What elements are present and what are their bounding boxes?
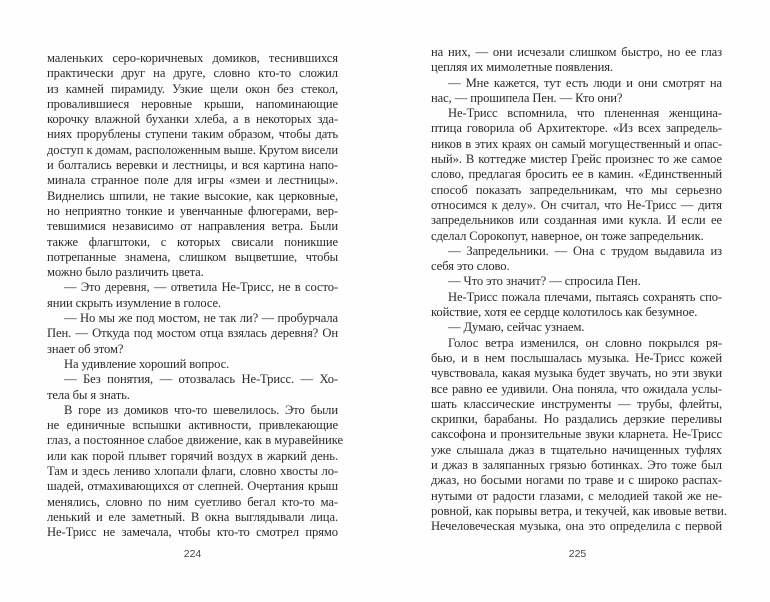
text-line: или как порой плывет горячий воздух в жаркий день. (47, 448, 338, 463)
text-line: ников в этих краях он самый могущественный и опас- (431, 136, 722, 151)
text-line: — Но мы же под мостом, не так ли? — пробурчала (64, 311, 338, 326)
text-line: — Думаю, сейчас узнаем. (448, 320, 585, 335)
text-line: минала странное поле для игры «змеи и лестницы». (47, 173, 338, 188)
text-line: провалившиеся неровные крыши, напоминающие (47, 96, 338, 111)
text-line: глаз, а постоянное слабое движение, как в муравейнике (47, 433, 344, 448)
text-line: — Мне кажется, тут есть люди и они смотрят на (448, 75, 722, 90)
right-page (385, 0, 770, 602)
text-line: менялись, словно по ним суетливо бегал кто-то ма- (47, 494, 338, 509)
text-line: Не-Трисс вспомнила, что плененная женщина- (448, 106, 722, 121)
text-line: на них, — они исчезали слишком быстро, но ее глаз (431, 45, 722, 59)
page-number-left: 224 (183, 548, 202, 560)
text-line: Там и здесь лениво хлопали флаги, словно хвосты ло- (47, 464, 338, 479)
text-line: Нечеловеческая музыка, она это определила с первой (431, 519, 722, 534)
text-line: доступ к домам, расположенным выше. Крутом висели (47, 142, 338, 157)
text-line: Не-Трисс пожала плечами, пытаясь сохранять спо- (448, 289, 722, 304)
text-line: слово, предлагая бросить ее в камин. «Единственный (431, 167, 722, 182)
text-line: — Без понятия, — отозвалась Не-Трисс. — Хо- (64, 372, 338, 387)
text-line: Не-Трисс не замечала, чтобы кто-то смотрел прямо (47, 525, 338, 540)
text-line: относимся к делу». Он считал, что Не-Трисс — дитя (431, 197, 722, 212)
text-line: — Что это значит? — спросила Пен. (448, 274, 641, 289)
text-line: — Это деревня, — ответила Не-Трисс, не в состо- (64, 280, 338, 295)
text-line: потрепанные знамена, слишком выцветшие, чтобы (47, 249, 338, 264)
text-line: На удивление хороший вопрос. (64, 356, 230, 371)
text-line: но неприятно тонкие и увенчанные флюгерами, вер- (47, 203, 338, 218)
text-line: также флагштоки, с которых свисали поникшие (47, 234, 338, 249)
text-line: уже слышала джаз в тщательно начищенных туфлях (431, 442, 722, 457)
text-line: тевшимися независимо от направления ветра. Были (47, 219, 338, 234)
text-line: не единичные вспышки активности, привлекающие (47, 418, 338, 433)
text-line: сделал Сорокопут, наверное, он тоже запредельник. (431, 228, 704, 243)
text-line: корочку влажной буханки хлеба, а в некоторых зда- (47, 112, 338, 127)
text-line: джаз, но босыми ногами по траве и с широко распах- (431, 473, 722, 488)
text-line: себя это слово. (431, 259, 510, 274)
text-line: нас, — прошипела Пен. — Кто они? (431, 90, 623, 105)
text-line: — Запредельники. — Она с трудом выдавила из (448, 243, 722, 258)
text-line: птица говорила об Архитекторе. «Из всех запредель- (431, 121, 722, 136)
text-line: цепляя их мимолетные появления. (431, 60, 613, 75)
text-line: Виднелись шпили, не такие высокие, как церковные, (47, 188, 338, 203)
text-line: и джаз в заляпанных грязью ботинках. Это тоже был (431, 458, 722, 473)
left-page-text (47, 51, 344, 541)
text-line: скрипки, барабаны. Но раздались дерзкие переливы (431, 412, 722, 427)
text-line: ленький и еле заметный. В окна выглядывали лица. (47, 509, 338, 524)
text-line: ровной, как порывы ветра, и текучей, как ивовые ветви. (431, 503, 727, 518)
text-line: все равно ее удивили. Она поняла, что ожидала услы- (431, 381, 722, 396)
text-line: способ показать запредельникам, что мы серьезно (431, 182, 722, 197)
text-line: Пен. — Откуда под мостом отца взялась деревня? Он (47, 326, 338, 341)
text-line: койствие, хотя ее сердце колотилось как безумное. (431, 305, 698, 320)
text-line: маленьких серо-коричневых домиков, теснившихся (47, 51, 338, 65)
text-line: янии скрыть изумление в голосе. (47, 295, 222, 310)
text-line: запредельников или созданная ими кукла. И если ее (431, 213, 722, 228)
text-line: можно было различить цвета. (47, 265, 204, 280)
text-line: нутыми от радости глазами, с мелодией такой же не- (431, 488, 722, 503)
text-line: бью, и в нем послышалась музыка. Не-Трисс кожей (431, 350, 722, 365)
text-line: Голос ветра изменился, он словно покрылся ря- (448, 335, 722, 350)
text-line: практически друг на друге, словно кто-то сложил (47, 66, 338, 81)
text-line: из камней пирамиду. Узкие щели окон без стекол, (47, 81, 338, 96)
text-line: ный». В коттедже мистер Грейс произнес то же самое (431, 152, 722, 167)
text-line: ниях прорублены ступени таким образом, чтобы дать (47, 127, 338, 142)
text-line: знает об этом? (47, 341, 124, 356)
text-line: саксофона и пронзительные звуки кларнета. Не-Трисс (431, 427, 722, 442)
page-number-right: 225 (568, 548, 587, 560)
text-line: и болтались веревки и лестницы, и вся картина напо- (47, 158, 338, 173)
text-line: шадей, отмахивающихся от слепней. Очертания крыш (47, 479, 338, 494)
text-line: В горе из домиков что-то шевелилось. Это были (64, 402, 338, 417)
right-page-text (431, 45, 727, 535)
text-line: тела бы я знать. (47, 387, 130, 402)
text-line: шать классические инструменты — трубы, флейты, (431, 396, 722, 411)
text-line: чувствовала, какая музыка будет звучать, но эти звуки (431, 366, 722, 381)
